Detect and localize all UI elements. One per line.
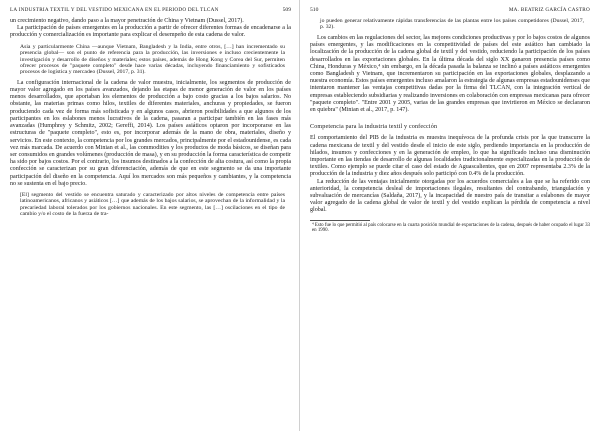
footnote: ⁴ Esto fue lo que permitió al país colocarse en la cuarta posición mundial de exportaciones de la cadena, después de haber ocupado el lugar 33 en 1990. xyxy=(312,222,590,234)
right-page xyxy=(300,0,600,431)
paragraph-6: La reducción de las ventajas inicialmente otorgadas por los acuerdos comerciales a las que se ha referido con anterioridad, la competencia desleal de importaciones ilegales, resultantes del contrabando, triangulación y subvaluación de mercancías (Saldaña, 2017), y la incapacidad de nuestro país de transitar a eslabones de mayor valor agregado de la cadena global de valor de textil y del vestido explican la pérdida de competencia a nivel global. xyxy=(310,178,590,214)
running-header-right xyxy=(310,7,590,14)
paragraph-4: Los cambios en las regulaciones del sector, las mejores condiciones productivas y por lo bajos costos de algunos países emergentes, y las modificaciones en la competitividad de países del este asiático han cambiado la localización de la producción de la cadena global de textil y del vestido, reduciendo la participación de los países desarrollados en las exportaciones globales. En la última década del siglo XX ganaron presencia países como China, Honduras y México,⁴ sin embargo, en la década pasada la balanza se inclinó a países asiáticos emergentes como Bangladesh y Vietnam, que incrementaron su participación en las exportaciones globales, desplazando a nuestra economía. Estos países emergentes incluso amalaron la estrategia de algunas empresas estadounidenses que intentaron mantener las ventajas competitivas dadas por la firma del TLCAN, con la integración vertical de empresas estableciendo subsidiarias y realizando inversiones en colaboración con empresas mexicanas para ofrecer "paquete completo". "Entre 2001 y 2005, varias de las grandes empresas que invirtieron en México se declararon en quiebra" (Minian et al., 2017, p. 147). xyxy=(310,34,590,113)
block-quote-2: [El] segmento del vestido se encuentra saturado y caracterizado por altos niveles de competencia entre países latinoamericanos, africanos y asiáticos […] que además de los bajos salarios, se aprovechan de la informalidad y la precariedad laboral tolerados por los gobiernos nacionales. En este segmento, las […] oscilaciones en el tipo de cambio y/o el costo de la fuerza de tra- xyxy=(20,191,285,218)
paragraph-5: El comportamiento del PIB de la industria es muestra inequívoca de la profunda crisis por la que transcurre la cadena mexicana de textil y del vestido desde el inicio de este siglo, perdiendo importancia en la producción de hilados, insumos y confecciones y en la generación de empleo, lo que ha significado incluso una disminución importante en las tiendas de desarrollo de algunas localidades tradicionalmente especializadas en la producción de textiles. Como ejemplo se puede citar el caso del estado de Aguascalientes, que en 2007 representaba 2.3% de la producción de la industria y diez años después solo participó con 0.4% de la producción. xyxy=(310,135,590,178)
page-number-left: 509 xyxy=(282,7,291,13)
paragraph-3: La configuración internacional de la cadena de valor muestra, inicialmente, los segmentos de producción de mayor valor agregado en los países avanzados, dejando las etapas de menor generación de valor en los países menos desarrollados, que aportaban los elementos de producción a bajo costo gracias a los bajos salarios. No obstante, las materias primas como hilos, textiles de diferentes materiales, anchuras y propiedades, se fueron produciendo cada vez de forma más sofisticada y en algunos casos, abrieron posibilidades a que algunos de los participantes en los eslabones menos lucrativos de la cadena, pasaran a participar también en las fases más avanzadas (Humphrey y Schmitz, 2002; Gereffi, 2014). Los países asiáticos optaron por incorporarse en las estructuras de "paquete completo", esto es, por incorporar además de la mano de obra, materiales, diseño y servicios. En este contexto, la competencia por los grandes mercados, principalmente por el estadounidense, es cada vez más marcada. De acuerdo con Minian et al., las commodities y los productos de moda básicos, se diseñan para ser consumidos en grandes volúmenes (producción de masa), y en su producción la forma característica de competir ha sido por bajos costos. Por el contrario, los insumos destinados a la confección de alta costura, así como la propia confección se caracterizan por su gran diferenciación, además de que en este segmento se da una importante participación del diseño en la competencia. Aquí los mercados son más pequeños y cambiantes, y la competencia no se sustenta en el bajo precio. xyxy=(10,79,291,187)
paragraph-1: un crecimiento negativo, dando paso a la mayor penetración de China y Vietnam (Dussel, 2017). xyxy=(10,18,244,24)
running-header-left xyxy=(10,7,291,14)
footnote-divider xyxy=(310,220,370,221)
page-number-right: 510 xyxy=(310,7,319,13)
block-quote-continued: jo pueden generar relativamente rápidas transferencias de las plantas entre los países competidores (Dussel, 2017, p. 32). xyxy=(320,18,584,31)
block-quote-1: Asia y particularmente China —aunque Vietnam, Bangladesh y la India, entre otros, […] han incrementado su presencia global— son el punto de referencia para la producción, las inversiones e incluso crecientemente la investigación y desarrollo de diseños y materiales; estos países, además de Hong Kong y Corea del Sur, permiten ofrecer procesos de "paquete completo" desde hace varias décadas, incluyendo financiamiento y sofisticados procesos de logística y mercadeo (Dussel, 2017, p. 31). xyxy=(20,43,285,76)
section-heading: Competencia para la industria textil y confección xyxy=(310,124,438,131)
running-head-author: MA. BEATRIZ GARCÍA CASTRO xyxy=(508,7,590,13)
paragraph-2: La participación de países emergentes en la producción a partir de ofrecer diferentes formas de encadenarse a la producción y comercialización es importante para explicar el desempeño de esta cadena de valor. xyxy=(10,25,291,39)
running-head-title: LA INDUSTRIA TEXTIL Y DEL VESTIDO MEXICANA EN EL PERIODO DEL TLCAN xyxy=(10,7,219,13)
